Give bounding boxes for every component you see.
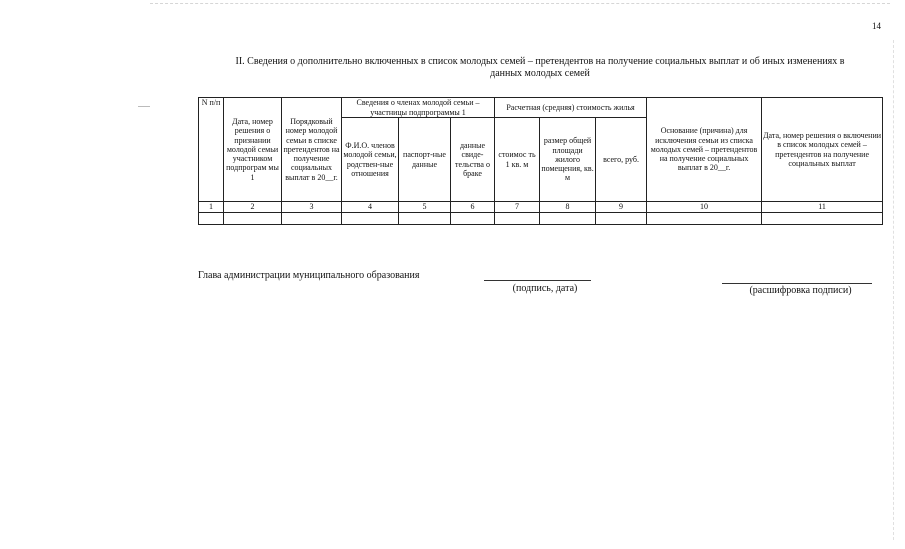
column-number: 6 <box>451 202 495 213</box>
column-number: 8 <box>540 202 596 213</box>
signatory-label: Глава администрации муниципального образования <box>198 270 420 281</box>
column-number: 3 <box>282 202 342 213</box>
column-number: 10 <box>647 202 762 213</box>
table-cell <box>647 213 762 225</box>
column-number: 4 <box>342 202 399 213</box>
scan-artifact-top <box>150 3 890 5</box>
column-number: 5 <box>399 202 451 213</box>
families-table <box>198 97 883 225</box>
table-cell <box>495 213 540 225</box>
header-marriage: данные свиде-тельства о браке <box>451 118 495 202</box>
column-number-row <box>199 202 883 213</box>
header-cost-per-sqm: стоимос ть 1 кв. м <box>495 118 540 202</box>
header-inclusion-decision: Дата, номер решения о включении в список молодых семей – претендентов на получение социальных выплат <box>762 98 883 202</box>
header-n: N п/п <box>199 98 224 202</box>
table-cell <box>224 213 282 225</box>
column-number: 9 <box>596 202 647 213</box>
column-number: 7 <box>495 202 540 213</box>
header-exclusion-reason: Основание (причина) для исключения семьи из списка молодых семей – претендентов на получение социальных выплат в 20__г. <box>647 98 762 202</box>
section-heading-line-2: данных молодых семей <box>490 68 590 79</box>
header-area: размер общей площади жилого помещения, кв. м <box>540 118 596 202</box>
table-cell <box>762 213 883 225</box>
header-members-group: Сведения о членах молодой семьи – участницы подпрограммы 1 <box>342 98 495 118</box>
column-number: 11 <box>762 202 883 213</box>
table-cell <box>282 213 342 225</box>
scan-artifact-right <box>893 40 895 540</box>
table-cell <box>596 213 647 225</box>
section-heading-line-1: II. Сведения о дополнительно включенных в список молодых семей – претендентов на получение социальных выплат и об иных изменениях в <box>235 56 845 67</box>
decoding-caption: (расшифровка подписи) <box>749 285 852 296</box>
page-number: 14 <box>872 21 881 31</box>
header-fio: Ф.И.О. членов молодой семьи, родствен-ные отношения <box>342 118 399 202</box>
signature-caption: (подпись, дата) <box>512 283 578 294</box>
column-number: 2 <box>224 202 282 213</box>
decoding-line <box>722 283 872 284</box>
column-number: 1 <box>199 202 224 213</box>
table-cell <box>540 213 596 225</box>
table-cell <box>342 213 399 225</box>
margin-mark <box>138 106 150 107</box>
header-cost-group: Расчетная (средняя) стоимость жилья <box>495 98 647 118</box>
header-date-recognition: Дата, номер решения о признании молодой семьи участником подпрограм мы 1 <box>224 98 282 202</box>
signature-line <box>484 280 591 281</box>
header-total: всего, руб. <box>596 118 647 202</box>
header-passport: паспорт-ные данные <box>399 118 451 202</box>
table-cell <box>199 213 224 225</box>
table-header-row-1 <box>199 98 883 118</box>
table-cell <box>399 213 451 225</box>
table-cell <box>451 213 495 225</box>
table-row <box>199 213 883 225</box>
header-order-number: Порядковый номер молодой семьи в списке претендентов на получение социальных выплат в 20__г. <box>282 98 342 202</box>
section-heading <box>200 56 880 80</box>
